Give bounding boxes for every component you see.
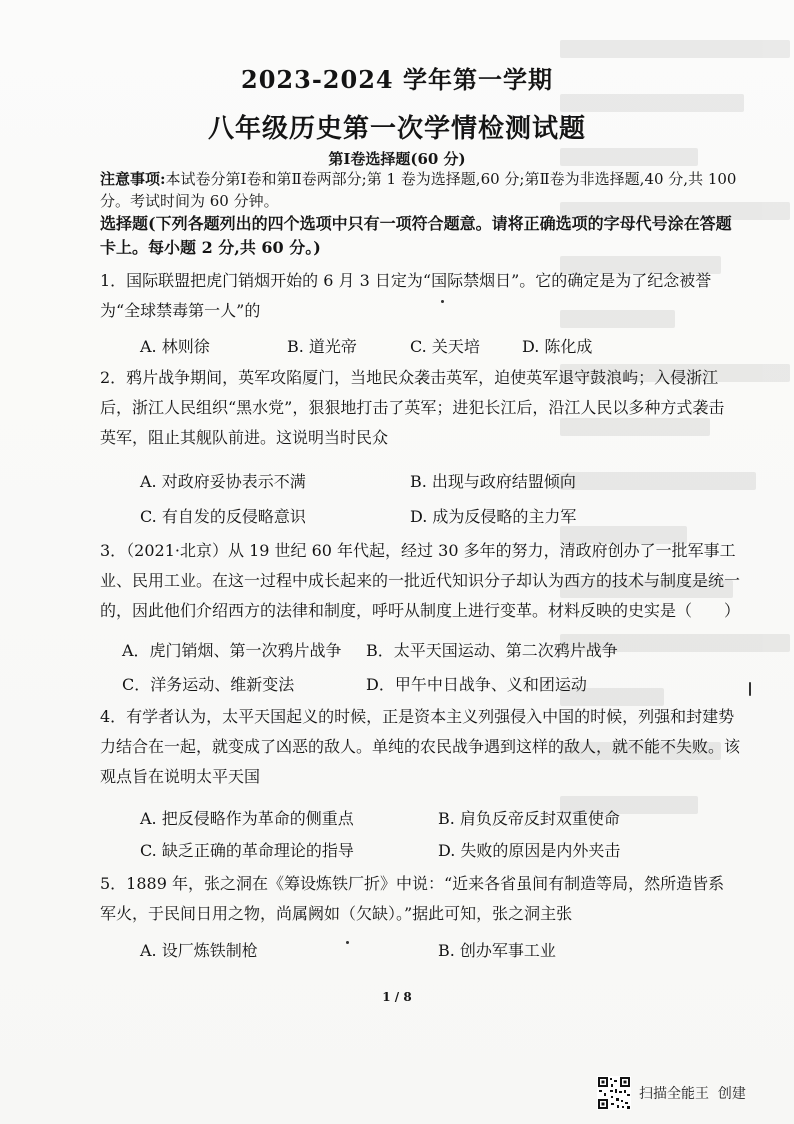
q4-option-b: B. 肩负反帝反封双重使命 <box>438 809 620 828</box>
scan-speck <box>346 941 349 944</box>
question-1-stem: 1．国际联盟把虎门销烟开始的 6 月 3 日定为“国际禁烟日”。它的确定是为了纪念被誉为“全球禁毒第一人”的 <box>100 271 712 320</box>
notes-text: 本试卷分第Ⅰ卷和第Ⅱ卷两部分;第 1 卷为选择题,60 分;第Ⅱ卷为非选择题,40 分,共 100 分。考试时间为 60 分钟。 <box>100 170 737 210</box>
notes-label: 注意事项: <box>100 170 166 188</box>
q3-option-c: C．洋务运动、维新变法 <box>122 675 295 694</box>
qr-code-icon <box>597 1076 631 1110</box>
scan-speck <box>749 682 751 696</box>
q3-option-b: B．太平天国运动、第二次鸦片战争 <box>366 641 618 660</box>
section-title: 第Ⅰ卷选择题(60 分) <box>328 150 466 168</box>
section-instructions: 选择题(下列各题列出的四个选项中只有一项符合题意。请将正确选项的字母代号涂在答题卡上。每小题 2 分,共 60 分。) <box>100 214 732 257</box>
q5-option-a: A. 设厂炼铁制枪 <box>140 941 258 960</box>
q2-option-a: A. 对政府妥协表示不满 <box>140 472 306 491</box>
question-5-stem: 5．1889 年，张之洞在《筹设炼铁厂折》中说：“近来各省虽间有制造等局，然所造皆系军火，于民间日用之物，尚属阙如（欠缺）。”据此可知，张之洞主张 <box>100 874 725 923</box>
scanner-app-name: 扫描全能王 <box>639 1086 709 1102</box>
q4-option-a: A. 把反侵略作为革命的侧重点 <box>140 809 354 828</box>
q2-option-d: D. 成为反侵略的主力军 <box>410 507 577 526</box>
scanner-action: 创建 <box>717 1086 746 1102</box>
page-number: 1 / 8 <box>382 990 412 1004</box>
exam-notes <box>100 168 740 212</box>
question-2-stem: 2．鸦片战争期间，英军攻陷厦门，当地民众袭击英军，迫使英军退守鼓浪屿；入侵浙江后，浙江人民组织“黑水党”，狠狠地打击了英军；进犯长江后，沿江人民以多种方式袭击英军，阻止其舰队前进。这说明当时民众 <box>100 368 725 447</box>
q1-option-c: C. 关天培 <box>410 337 480 356</box>
q2-option-c: C. 有自发的反侵略意识 <box>140 507 306 526</box>
scanner-watermark <box>639 1083 746 1103</box>
q1-option-d: D. 陈化成 <box>522 337 593 356</box>
question-3-stem: 3．（2021·北京）从 19 世纪 60 年代起，经过 30 多年的努力，清政府创办了一批军事工业、民用工业。在这一过程中成长起来的一批近代知识分子却认为西方的技术与制度是统一的，因此他们介绍西方的法律和制度，呼吁从制度上进行变革。材料反映的史实是（ ） <box>100 541 741 620</box>
question-4-stem: 4．有学者认为，太平天国起义的时候，正是资本主义列强侵入中国的时候，列强和封建势力结合在一起，就变成了凶恶的敌人。单纯的农民战争遇到这样的敌人，就不能不失败。该观点旨在说明太平天国 <box>100 707 741 786</box>
exam-term-title: 2023-2024 学年第一学期 <box>241 65 553 94</box>
q5-option-b: B. 创办军事工业 <box>438 941 556 960</box>
q4-option-c: C. 缺乏正确的革命理论的指导 <box>140 841 354 860</box>
scan-speck <box>441 300 444 303</box>
q4-option-d: D. 失败的原因是内外夹击 <box>438 841 621 860</box>
q3-option-d: D．甲午中日战争、义和团运动 <box>366 675 587 694</box>
q3-option-a: A．虎门销烟、第一次鸦片战争 <box>122 641 342 660</box>
q1-option-a: A. 林则徐 <box>140 337 210 356</box>
exam-title: 八年级历史第一次学情检测试题 <box>207 114 586 144</box>
q2-option-b: B. 出现与政府结盟倾向 <box>410 472 576 491</box>
q1-option-b: B. 道光帝 <box>287 337 357 356</box>
